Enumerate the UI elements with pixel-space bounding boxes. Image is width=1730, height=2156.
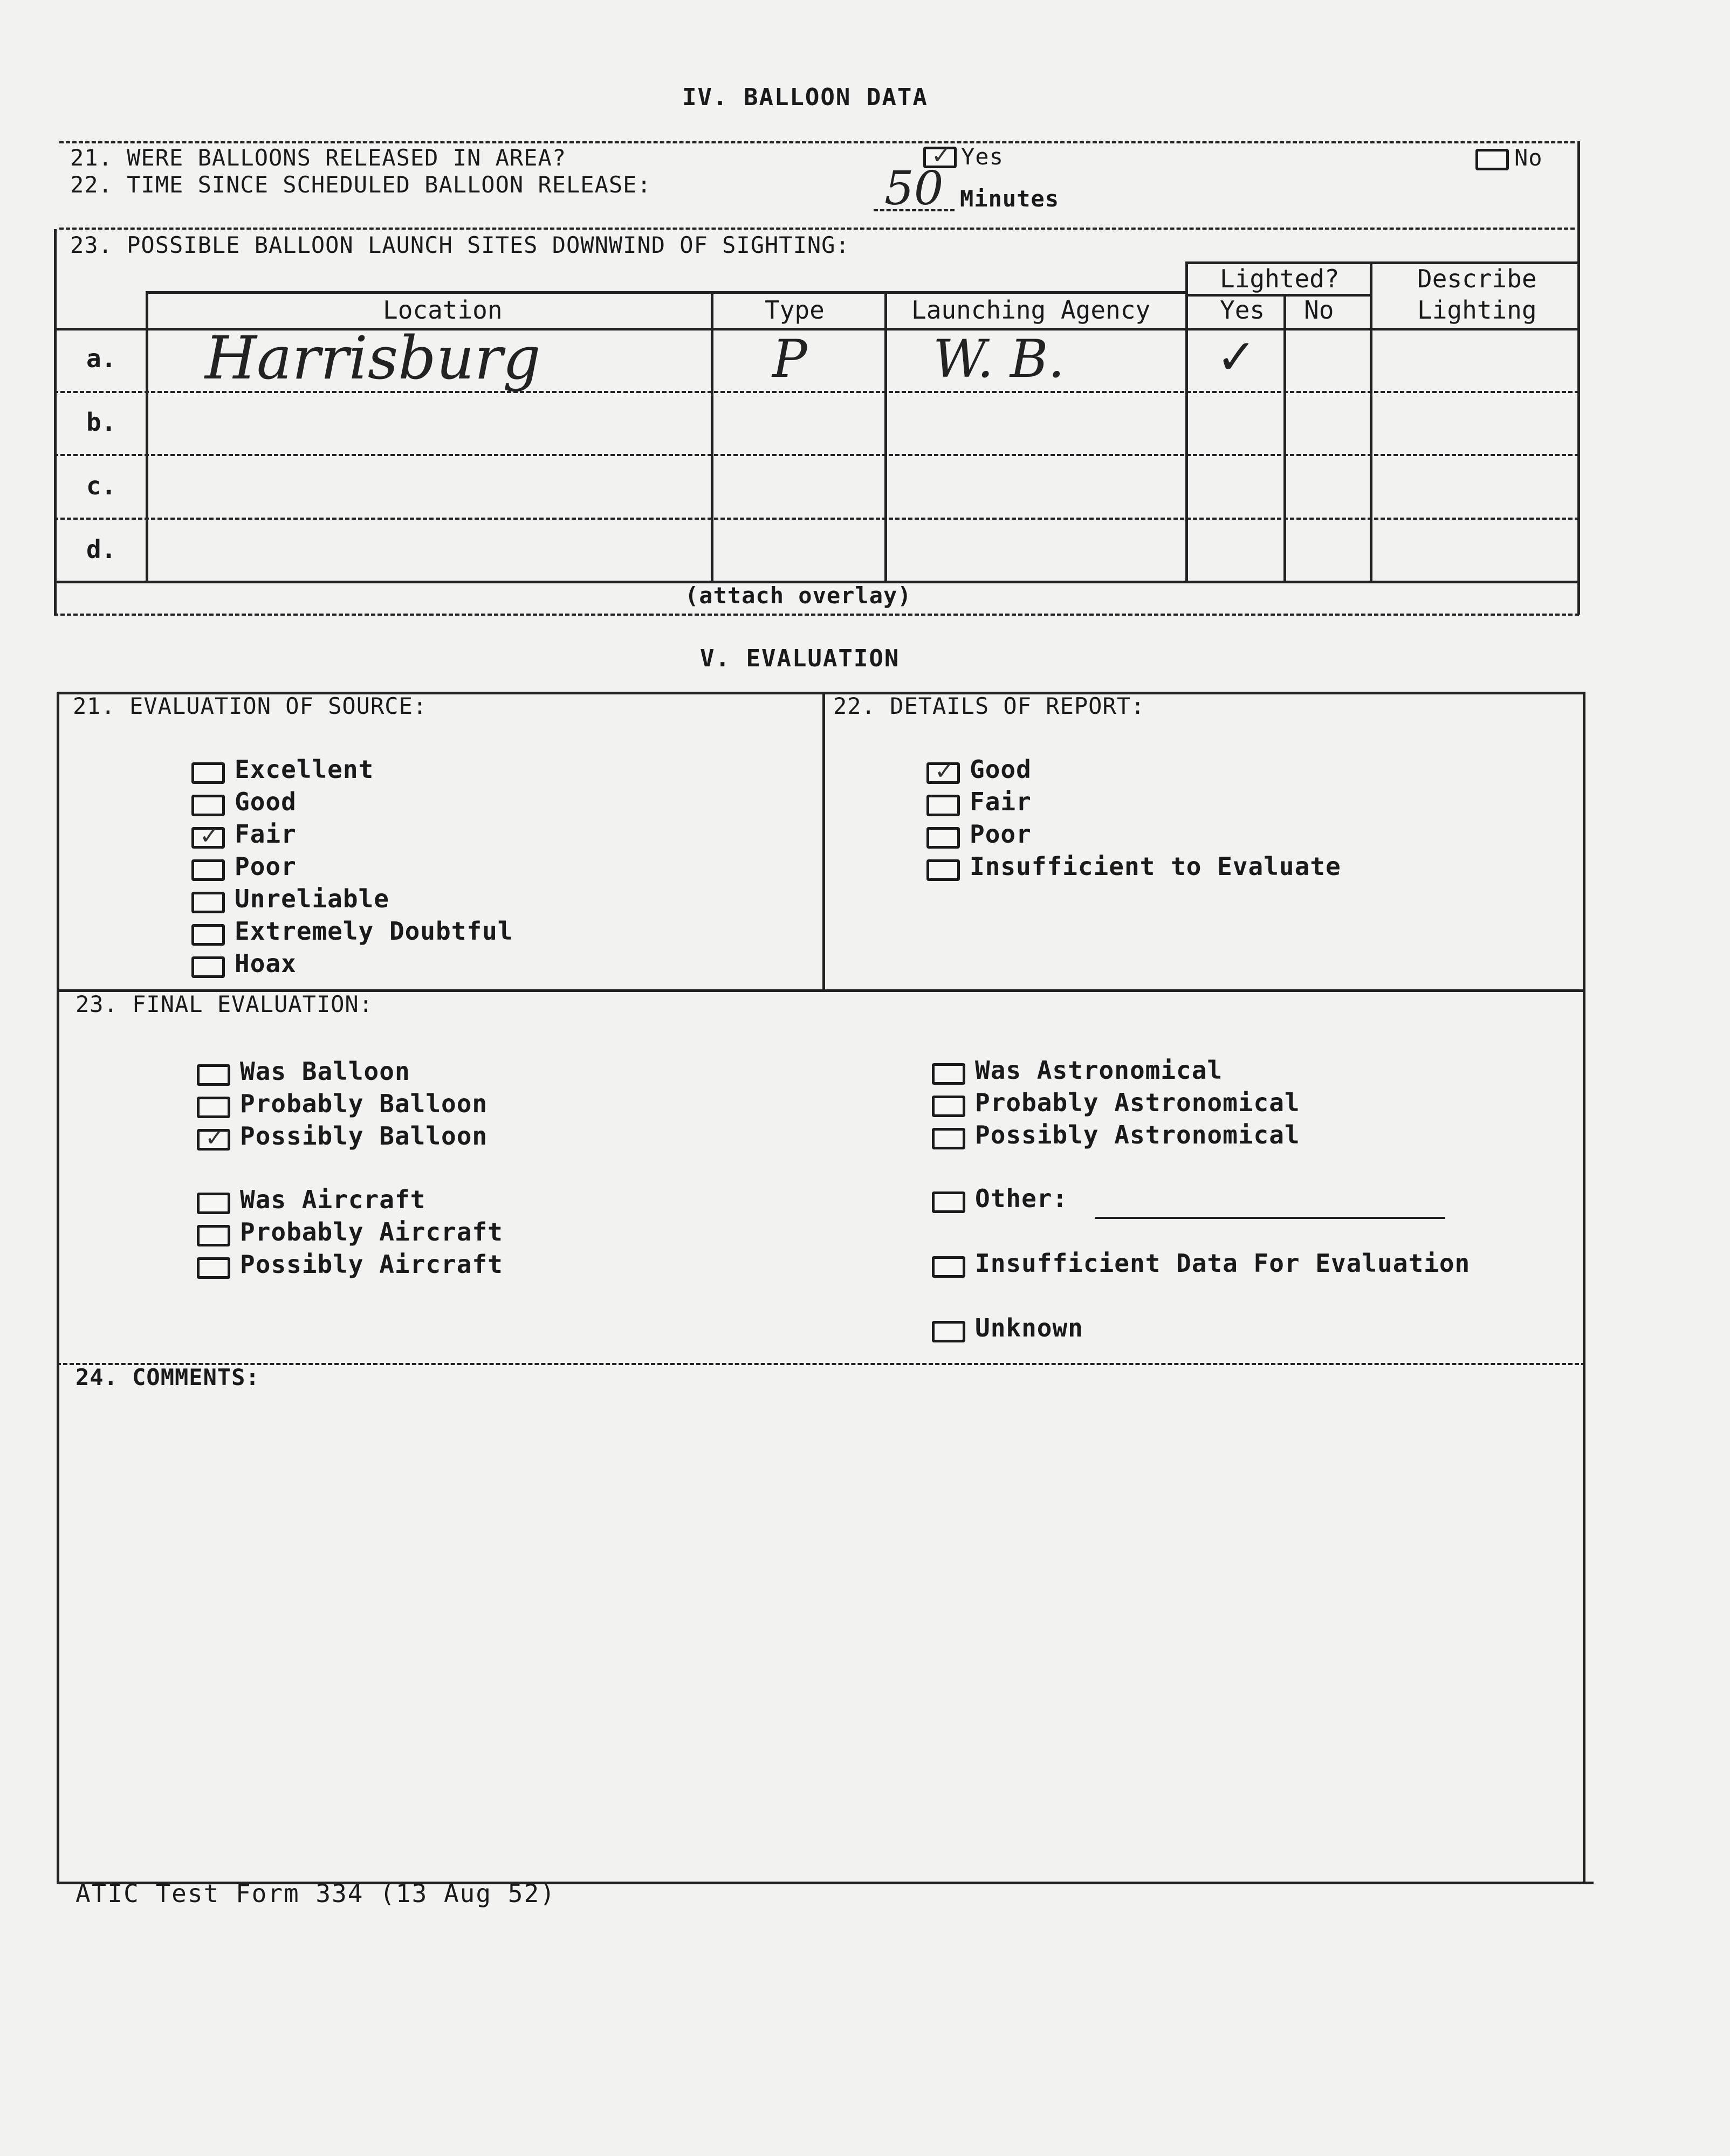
- final-unknown-checkbox[interactable]: [932, 1321, 965, 1342]
- final-possibly-balloon-checkbox[interactable]: [197, 1129, 230, 1151]
- rule: [59, 228, 1575, 230]
- final-possibly-astronomical-label: Possibly Astronomical: [975, 1120, 1300, 1149]
- row-a-type[interactable]: P: [772, 329, 807, 389]
- outer-left: [54, 229, 57, 615]
- col-lighted-no: No: [1304, 295, 1334, 325]
- row-a-lighted-yes[interactable]: ✓: [1216, 329, 1257, 385]
- final-insufficient-data-for-evaluation-checkbox[interactable]: [932, 1256, 965, 1278]
- col-type: Type: [765, 295, 825, 325]
- eval-divider: [822, 692, 825, 989]
- row-divider: [54, 518, 1579, 520]
- col-divider: [1283, 294, 1286, 582]
- final-unknown-label: Unknown: [975, 1313, 1083, 1342]
- source-unreliable-label: Unreliable: [235, 884, 389, 913]
- details-poor-label: Poor: [970, 819, 1032, 849]
- source-hoax-checkbox[interactable]: [191, 956, 225, 978]
- final-possibly-aircraft-checkbox[interactable]: [197, 1257, 230, 1279]
- source-fair-label: Fair: [235, 819, 297, 849]
- final-was-aircraft-label: Was Aircraft: [240, 1185, 426, 1214]
- details-good-label: Good: [970, 755, 1032, 784]
- final-probably-balloon-label: Probably Balloon: [240, 1089, 488, 1118]
- section-4-title: IV. BALLOON DATA: [682, 84, 928, 111]
- other-blank-line[interactable]: [1095, 1217, 1445, 1219]
- rule: [59, 141, 1575, 143]
- final-insufficient-data-for-evaluation-label: Insufficient Data For Evaluation: [975, 1249, 1471, 1278]
- source-label: 21. EVALUATION OF SOURCE:: [73, 693, 428, 719]
- final-probably-aircraft-checkbox[interactable]: [197, 1225, 230, 1246]
- comments-label: 24. COMMENTS:: [75, 1364, 260, 1390]
- col-describe-1: Describe: [1417, 264, 1537, 293]
- col-divider: [1185, 261, 1188, 582]
- outer-left: [57, 692, 59, 1883]
- source-fair-checkbox[interactable]: [191, 827, 225, 849]
- row-label: b.: [86, 408, 116, 437]
- row-label: d.: [86, 535, 116, 564]
- details-fair-checkbox[interactable]: [926, 795, 960, 816]
- col-location: Location: [383, 295, 503, 325]
- row-divider: [54, 454, 1579, 456]
- table-top: [146, 291, 1186, 294]
- final-probably-balloon-checkbox[interactable]: [197, 1097, 230, 1118]
- col-lighted-yes: Yes: [1220, 295, 1265, 325]
- outer-right: [1583, 692, 1585, 1883]
- outer-right: [1577, 141, 1580, 615]
- final-probably-astronomical-label: Probably Astronomical: [975, 1088, 1300, 1117]
- q21-no-checkbox[interactable]: [1475, 149, 1509, 170]
- final-possibly-balloon-label: Possibly Balloon: [240, 1121, 488, 1151]
- source-hoax-label: Hoax: [235, 949, 297, 978]
- source-good-checkbox[interactable]: [191, 795, 225, 816]
- rule: [54, 614, 1579, 616]
- row-label: c.: [86, 471, 116, 500]
- q21-label: 21. WERE BALLOONS RELEASED IN AREA?: [70, 144, 567, 171]
- final-was-balloon-checkbox[interactable]: [197, 1064, 230, 1086]
- q23-label: 23. POSSIBLE BALLOON LAUNCH SITES DOWNWIND OF SIGHTING:: [70, 232, 850, 258]
- row-a-location[interactable]: Harrisburg: [205, 323, 541, 392]
- source-poor-label: Poor: [235, 852, 297, 881]
- final-possibly-aircraft-label: Possibly Aircraft: [240, 1250, 503, 1279]
- final-possibly-astronomical-checkbox[interactable]: [932, 1128, 965, 1149]
- final-was-balloon-label: Was Balloon: [240, 1057, 410, 1086]
- overlay-note: (attach overlay): [685, 582, 912, 609]
- source-excellent-checkbox[interactable]: [191, 762, 225, 784]
- source-poor-checkbox[interactable]: [191, 859, 225, 881]
- table-left: [146, 291, 148, 582]
- row-a-agency[interactable]: W. B.: [933, 329, 1065, 389]
- final-probably-astronomical-checkbox[interactable]: [932, 1096, 965, 1117]
- comments-area[interactable]: [75, 1402, 1564, 1865]
- final-label: 23. FINAL EVALUATION:: [75, 991, 374, 1017]
- q22-unit: Minutes: [960, 185, 1060, 212]
- col-divider: [1370, 261, 1372, 582]
- details-poor-checkbox[interactable]: [926, 827, 960, 849]
- source-unreliable-checkbox[interactable]: [191, 892, 225, 913]
- col-lighted: Lighted?: [1220, 264, 1340, 293]
- col-describe-2: Lighting: [1417, 295, 1537, 325]
- final-was-astronomical-checkbox[interactable]: [932, 1063, 965, 1085]
- final-was-aircraft-checkbox[interactable]: [197, 1193, 230, 1214]
- rule: [57, 1363, 1585, 1365]
- lighted-divider: [1185, 294, 1370, 297]
- final-probably-aircraft-label: Probably Aircraft: [240, 1217, 503, 1246]
- col-divider: [711, 291, 713, 582]
- details-fair-label: Fair: [970, 787, 1032, 816]
- source-extremely-doubtful-label: Extremely Doubtful: [235, 917, 513, 946]
- final-other-checkbox[interactable]: [932, 1191, 965, 1213]
- details-insufficient-to-evaluate-label: Insufficient to Evaluate: [970, 852, 1341, 881]
- final-was-astronomical-label: Was Astronomical: [975, 1056, 1223, 1085]
- col-divider: [884, 291, 887, 582]
- final-other-label: Other:: [975, 1184, 1068, 1213]
- row-label: a.: [86, 344, 116, 373]
- details-good-checkbox[interactable]: [926, 762, 960, 784]
- section-5-title: V. EVALUATION: [700, 645, 900, 672]
- source-excellent-label: Excellent: [235, 755, 374, 784]
- details-label: 22. DETAILS OF REPORT:: [833, 693, 1145, 719]
- source-good-label: Good: [235, 787, 297, 816]
- q22-value[interactable]: 50: [884, 162, 944, 216]
- q21-no-label: No: [1514, 144, 1543, 171]
- col-agency: Launching Agency: [911, 295, 1151, 325]
- form-id: ATIC Test Form 334 (13 Aug 52): [75, 1879, 556, 1908]
- source-extremely-doubtful-checkbox[interactable]: [191, 924, 225, 946]
- q22-label: 22. TIME SINCE SCHEDULED BALLOON RELEASE:: [70, 171, 651, 198]
- q21-yes-label: Yes: [961, 143, 1004, 170]
- details-insufficient-to-evaluate-checkbox[interactable]: [926, 859, 960, 881]
